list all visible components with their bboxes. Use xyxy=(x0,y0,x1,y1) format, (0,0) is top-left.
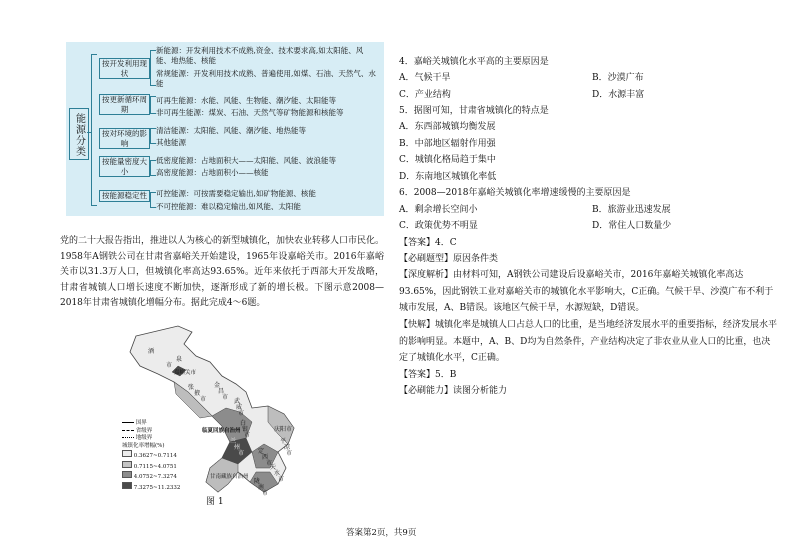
deep-analysis-paragraph: 【深度解析】由材料可知，A钢铁公司建设后设嘉峪关市，2016年嘉峪关城镇化率高达93.65%，因此钢铁工业对嘉峪关市的城镇化水平影响大，C正确。气候干旱、沙漠广布不利于城市发展，A、B错误。该地区气候干旱，水源短缺，D错误。 xyxy=(399,270,774,313)
map-label: 泉 xyxy=(176,356,183,363)
branch-node-density: 按能量密度大小 xyxy=(99,156,150,177)
map-label: 南 xyxy=(258,484,265,491)
legend-boundary-item: 国界 xyxy=(122,420,202,428)
answer-line: 【答案】5．B xyxy=(399,370,457,380)
map-label: 市 xyxy=(262,490,269,497)
map-label: 市 xyxy=(238,410,245,417)
legend-title: 城镇化率增幅(%) xyxy=(122,442,165,449)
map-label-gannan: 甘南藏族自治州 xyxy=(210,474,249,480)
map-label: 陇 xyxy=(254,478,261,485)
material-passage: 党的二十大报告指出，推进以人为核心的新型城镇化，加快农业转移人口市民化。1958年A钢铁公司在甘肃省嘉峪关开始建设，1965年设嘉峪关市。2016年嘉峪关市以31.3万人口，但城镇化率高达93.65%。近年来依托于西部大开发战略，甘肃省城镇人口增长速度不断加快，逐渐形成了新的增长极。下图示意2008—2018年甘肃省城镇化增幅分布。据此完成4～6题。 xyxy=(60,236,385,308)
question-option: A．东西部城镇均衡发展 xyxy=(399,122,496,132)
leaf-text: 新能源：开发利用技术不成熟,资金、技术要求高,如太阳能、风能、地热能、核能 xyxy=(156,46,364,65)
mindmap-root: 能源分类 xyxy=(69,108,89,160)
question-option: B．中部地区辐射作用强 xyxy=(399,139,496,149)
question-option: B．旅游业迅速发展 xyxy=(592,205,671,215)
map-label: 兰 xyxy=(230,438,237,445)
map-label-linxia: 临夏回族自治州 xyxy=(202,428,241,434)
branch-node-environment: 按对环境的影响 xyxy=(99,128,150,149)
map-label: 市 xyxy=(286,450,293,457)
page-footer: 答案第2页，共9页 xyxy=(346,528,417,538)
question-option: D．水源丰富 xyxy=(592,90,645,100)
map-label: 市 xyxy=(266,460,273,467)
ability-line: 【必刷能力】读图分析能力 xyxy=(399,386,508,396)
quick-solution-paragraph: 【快解】城镇化率是城镇人口占总人口的比重，是当地经济发展水平的重要指标，经济发展水平的影响明显。本题中，A、B、D均为自然条件，产业结构决定了非农业从业人口的比重，也决定了城镇化水平，C正确。 xyxy=(399,320,778,363)
branch-node-stability: 按能源稳定性 xyxy=(99,190,150,202)
map-label: 张 xyxy=(188,384,195,391)
map-label: 西 xyxy=(262,454,269,461)
map-label: 定 xyxy=(258,448,265,455)
question-option: C．政策优势不明显 xyxy=(399,221,478,231)
legend-range-item: 0.3627~0.7114 xyxy=(122,450,202,461)
question-stem: 5．据图可知，甘肃省城镇化的特点是 xyxy=(399,106,549,116)
leaf-text: 不可控能源：难以稳定输出,如风能、太阳能 xyxy=(156,202,301,211)
map-label: 天 xyxy=(270,464,277,471)
map-label: 水 xyxy=(274,470,281,477)
energy-classification-mindmap xyxy=(66,42,384,216)
question-stem: 6．2008—2018年嘉峪关城镇化率增速缓慢的主要原因是 xyxy=(399,188,631,198)
leaf-text: 清洁能源：太阳能、风能、潮汐能、地热能等 xyxy=(156,126,306,135)
map-label: 市 xyxy=(244,432,251,439)
leaf-text: 可再生能源：水能、风能、生物能、潮汐能、太阳能等 xyxy=(156,96,336,105)
answer-line: 【答案】4．C xyxy=(399,238,457,248)
question-option: D．东南地区城镇化率低 xyxy=(399,172,497,182)
question-type-line: 【必刷题型】原因条件类 xyxy=(399,254,499,264)
question-option: D．常住人口数量少 xyxy=(592,221,672,231)
map-label: 市 xyxy=(166,362,173,369)
leaf-text: 其他能源 xyxy=(156,138,186,147)
branch-node-development: 按开发利用现状 xyxy=(99,58,150,79)
question-stem: 4．嘉峪关城镇化水平高的主要原因是 xyxy=(399,57,549,67)
question-option: B．沙漠广布 xyxy=(592,73,644,83)
figure-caption: 图 1 xyxy=(206,497,224,507)
legend-boundary-item: 省级界 xyxy=(122,428,202,436)
map-label: 平 xyxy=(280,438,287,445)
leaf-text: 非可再生能源：煤炭、石油、天然气等矿物能源和核能等 xyxy=(156,108,344,117)
map-label: 州 xyxy=(234,444,241,451)
map-label: 市 xyxy=(278,476,285,483)
map-label: 掖 xyxy=(194,390,201,397)
map-label-qingyang: 庆阳市 xyxy=(274,426,293,433)
map-label: 市 xyxy=(222,394,229,401)
root-connector xyxy=(87,132,91,133)
leaf-text: 可控能源：可按需要稳定输出,如矿物能源、核能 xyxy=(156,189,316,198)
root-bracket xyxy=(91,54,97,206)
map-label-jiayuguan: 嘉峪关市 xyxy=(174,370,197,376)
legend-range-item: 0.7115~4.0751 xyxy=(122,461,202,472)
map-label: 金 xyxy=(214,382,221,389)
map-label-jiuquan: 酒 xyxy=(148,348,155,355)
leaf-text: 低密度能源：占地面积大——太阳能、风能、波浪能等 xyxy=(156,156,336,165)
leaf-text: 常规能源：开发利用技术成熟、普遍使用,如煤、石油、天然气、水能 xyxy=(156,69,376,88)
map-label: 白 xyxy=(240,420,247,427)
map-label: 市 xyxy=(200,396,207,403)
branch-node-renewal: 按更新循环周期 xyxy=(99,94,150,115)
leaf-text: 高密度能源：占地面积小——核能 xyxy=(156,168,269,177)
question-option: C．产业结构 xyxy=(399,90,451,100)
question-option: C．城镇化格局趋于集中 xyxy=(399,155,496,165)
question-option: A．气候干旱 xyxy=(399,73,451,83)
map-label: 凉 xyxy=(284,444,291,451)
map-label: 威 xyxy=(236,404,243,411)
map-label: 银 xyxy=(242,426,249,433)
legend-boundary-item: 地级界 xyxy=(122,435,202,443)
legend-range-item: 7.3275~11.2332 xyxy=(122,482,202,493)
legend-range-item: 4.0752~7.3274 xyxy=(122,471,202,482)
map-label: 武 xyxy=(234,398,241,405)
gansu-urbanization-map xyxy=(118,322,308,498)
question-option: A．剩余增长空间小 xyxy=(399,205,478,215)
map-legend xyxy=(122,420,202,492)
map-label: 市 xyxy=(238,450,245,457)
map-label: 昌 xyxy=(218,388,225,395)
